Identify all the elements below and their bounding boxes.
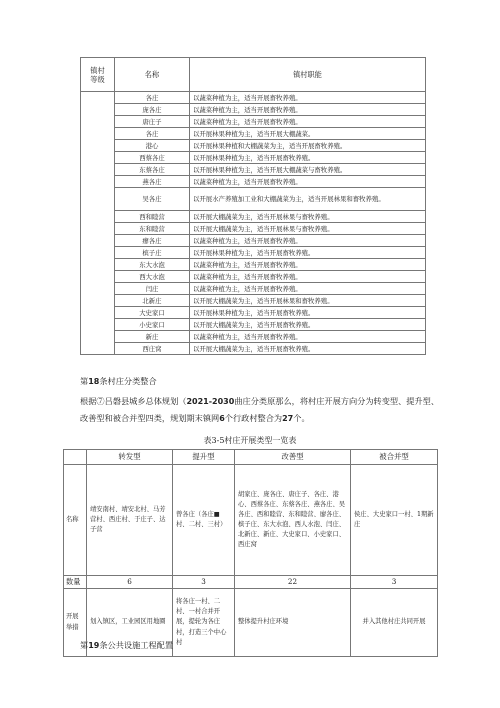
header-upgrade: 提升型 bbox=[173, 450, 235, 465]
names-merged: 侯庄、大史家口一村、1期新庄 bbox=[351, 465, 438, 576]
village-function-cell: 以开展大棚蔬菜为主，适当开展林果和畜牧养殖。 bbox=[190, 295, 426, 307]
level-cell bbox=[81, 92, 115, 355]
table-row bbox=[81, 92, 426, 104]
table-caption: 表3-5村庄开展类型一览表 bbox=[203, 436, 297, 445]
village-name-cell: 瘳各庄 bbox=[115, 235, 190, 247]
measures-row-label: 开展举措 bbox=[64, 589, 87, 657]
count-merged: 3 bbox=[351, 576, 438, 589]
village-name-cell: 西蔡各庄 bbox=[115, 152, 190, 164]
village-name-cell: 小史家口 bbox=[115, 319, 190, 331]
names-row-label: 名称 bbox=[64, 465, 87, 576]
village-name-cell: 各庄 bbox=[115, 92, 190, 104]
village-name-cell: 槟子庄 bbox=[115, 247, 190, 259]
village-function-cell: 以蔬菜种植为主，适当开展畜牧养殖。 bbox=[190, 331, 426, 343]
section-19-heading: 第19条公共设施工程配置 bbox=[80, 640, 174, 650]
names-upgrade: 曾各庄（各庄■村、二村、三村） bbox=[173, 465, 235, 576]
village-function-cell: 以开展大棚蔬菜为主，适当开展畜牧养殖。 bbox=[190, 343, 426, 355]
table-row bbox=[81, 307, 426, 319]
header-function: 镇村职能 bbox=[190, 58, 426, 92]
table-row bbox=[81, 211, 426, 223]
village-function-table bbox=[80, 57, 426, 355]
table-row bbox=[81, 319, 426, 331]
names-transform: 靖安南村、靖安北村、马芳营村、西庄村、于庄子、达子营 bbox=[87, 465, 173, 576]
header-improve: 改善型 bbox=[235, 450, 351, 465]
table-row bbox=[81, 295, 426, 307]
village-function-cell: 以开展林果种植为主，适当开展大棚蔬菜与畜牧养殖。 bbox=[190, 164, 426, 176]
village-name-cell: 燕各庄 bbox=[115, 176, 190, 188]
village-name-cell: 各庄 bbox=[115, 128, 190, 140]
village-function-cell: 以开展林果种植为主，适当开展畜牧养殖。 bbox=[190, 247, 426, 259]
village-function-cell: 以开展林果种植和大棚蔬菜为主，适当开展畜牧养殖。 bbox=[190, 140, 426, 152]
village-function-cell: 以蔬菜种植为主，适当开展畜牧养殖。 bbox=[190, 259, 426, 271]
village-function-cell: 以蔬菜种植为主，适当开展畜牧养殖。 bbox=[190, 104, 426, 116]
village-function-cell: 以蔬菜种植为主，适当开展畜牧养殖。 bbox=[190, 283, 426, 295]
village-function-cell: 以开展大棚蔬菜为主，适当开展林果与畜牧养殖。 bbox=[190, 223, 426, 235]
village-function-cell: 以开展大棚蔬菜为主，适当开展林果与畜牧养殖。 bbox=[190, 211, 426, 223]
table-row bbox=[81, 188, 426, 211]
village-name-cell: 西和睦营 bbox=[115, 211, 190, 223]
village-name-cell: 闫庄 bbox=[115, 283, 190, 295]
table-row bbox=[81, 164, 426, 176]
village-type-table bbox=[63, 449, 438, 657]
header-name: 名称 bbox=[115, 58, 190, 92]
header-transform: 转发型 bbox=[87, 450, 173, 465]
table-row bbox=[81, 271, 426, 283]
village-name-cell: 西庄窝 bbox=[115, 343, 190, 355]
section-18-heading: 第18条村庄分类整合 bbox=[80, 376, 157, 386]
count-row bbox=[64, 576, 438, 589]
count-transform: 6 bbox=[87, 576, 173, 589]
village-function-cell: 以开展林果种植为主，适当开展畜牧养殖。 bbox=[190, 307, 426, 319]
table-row bbox=[81, 128, 426, 140]
village-function-cell: 以开展大棚蔬菜为主，适当开展畜牧养殖。 bbox=[190, 319, 426, 331]
village-name-cell: 东大水泡 bbox=[115, 259, 190, 271]
table-row bbox=[81, 343, 426, 355]
header-merged: 被合并型 bbox=[351, 450, 438, 465]
village-name-cell: 东蔡各庄 bbox=[115, 164, 190, 176]
village-name-cell: 北新庄 bbox=[115, 295, 190, 307]
village-function-cell: 以蔬菜种植为主，适当开展畜牧养殖。 bbox=[190, 116, 426, 128]
village-name-cell: 港心 bbox=[115, 140, 190, 152]
table-row bbox=[81, 140, 426, 152]
village-function-cell: 以蔬菜种植为主，适当开展畜牧养殖。 bbox=[190, 235, 426, 247]
measures-upgrade: 将各庄一村、二村、一村合并开展，提轮为各庄村，打造三个中心村 bbox=[173, 589, 235, 657]
village-name-cell: 西大水泡 bbox=[115, 271, 190, 283]
village-name-cell: 吴各庄 bbox=[115, 188, 190, 211]
measures-merged: 并入其他村庄共同开展 bbox=[351, 589, 438, 657]
village-name-cell: 唐庄子 bbox=[115, 116, 190, 128]
table-row bbox=[81, 247, 426, 259]
count-improve: 22 bbox=[235, 576, 351, 589]
header-level: 镇村 等级 bbox=[81, 58, 115, 92]
village-function-cell: 以蔬菜种植为主，适当开展畜牧养殖。 bbox=[190, 92, 426, 104]
village-name-cell: 大史家口 bbox=[115, 307, 190, 319]
header-blank bbox=[64, 450, 87, 465]
village-function-cell: 以开展水产养殖加工业和大棚蔬菜为主，适当开展林果和畜牧养殖。 bbox=[190, 188, 426, 211]
measures-improve: 整体提升村庄环境 bbox=[235, 589, 351, 657]
classification-paragraph: 根据⑦吕磐县城乡总体规划（2021-2030曲庄分类原那么，将村庄开展方向分为转变型、提升型、改善型和被合并型四类，规划期末镇网6个行政村整合为27个。 bbox=[80, 396, 440, 423]
village-function-cell: 以开展林果种植为主，适当开展大棚蔬菜。 bbox=[190, 128, 426, 140]
count-upgrade: 3 bbox=[173, 576, 235, 589]
table-row bbox=[81, 223, 426, 235]
table-header-row bbox=[81, 58, 426, 92]
names-row bbox=[64, 465, 438, 576]
village-function-cell: 以开展林果种植为主，适当开展畜牧养殖。 bbox=[190, 152, 426, 164]
table-row bbox=[81, 152, 426, 164]
table-row bbox=[81, 116, 426, 128]
count-row-label: 数量 bbox=[64, 576, 87, 589]
names-improve: 胡家庄、庞各庄、唐庄子、各庄、港心、西蔡各庄、东蔡各庄、燕各庄、吴各庄、西和睦营、东和睦营、廖各庄、槟子庄、东大水泡、西人水泡、闫庄、北新庄、新庄、大史家口、小史家口、西庄窝 bbox=[235, 465, 351, 576]
measures-transform: 划入镇区，工业园区用地圈 bbox=[87, 589, 173, 657]
table-row bbox=[81, 104, 426, 116]
table-row bbox=[81, 235, 426, 247]
village-function-cell: 以蔬菜种植为主，适当开展畜牧养殖。 bbox=[190, 176, 426, 188]
village-name-cell: 东和睦营 bbox=[115, 223, 190, 235]
table-row bbox=[81, 331, 426, 343]
table-row bbox=[81, 176, 426, 188]
village-name-cell: 庞各庄 bbox=[115, 104, 190, 116]
village-function-cell: 以蔬菜种植为主，适当开展畜牧养殖。 bbox=[190, 271, 426, 283]
type-header-row bbox=[64, 450, 438, 465]
table-row bbox=[81, 259, 426, 271]
village-name-cell: 新庄 bbox=[115, 331, 190, 343]
table-row bbox=[81, 283, 426, 295]
